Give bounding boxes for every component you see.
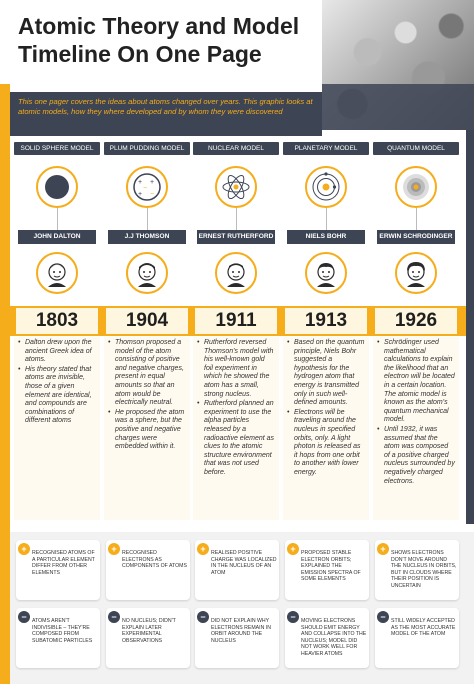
page-title	[18, 12, 318, 68]
negative-point-text: MOVING ELECTRONS SHOULD EMIT ENERGY AND COLLAPSE INTO THE NUCLEUS; MODEL DID NOT WORK WELL FOR HEAVIER ATOMS	[301, 618, 367, 657]
connector-line	[57, 208, 58, 230]
bullet-item: • Rutherford reversed Thomson's model with his well-known gold foil experiment in which he showed the atom has a small, strong nucleus.	[197, 339, 275, 399]
negative-point-card	[285, 608, 369, 668]
bullet-item: • His theory stated that atoms are invisible, those of a given element are identical, and compounds are combinations of different atoms	[18, 366, 96, 426]
scientist-portrait-icon	[215, 252, 257, 294]
model-label: NUCLEAR MODEL	[193, 142, 279, 155]
scientist-portrait-icon	[36, 252, 78, 294]
positive-point-card	[285, 540, 369, 600]
year-label: 1913	[285, 308, 367, 334]
year-label: 1904	[106, 308, 188, 334]
description-text	[104, 337, 190, 520]
description-text	[14, 337, 100, 520]
description-text	[193, 337, 279, 520]
negative-point-text: DID NOT EXPLAIN WHY ELECTRONS REMAIN IN ORBIT AROUND THE NUCLEUS	[211, 618, 271, 644]
connector-line	[326, 208, 327, 230]
description-text	[283, 337, 369, 520]
minus-icon: −	[197, 611, 209, 623]
positive-point-card	[375, 540, 459, 600]
negative-point-card	[106, 608, 190, 668]
negative-point-card	[195, 608, 279, 668]
model-label: PLANETARY MODEL	[283, 142, 369, 155]
positive-point-card	[106, 540, 190, 600]
title-line-2: Timeline On One Page	[18, 41, 262, 67]
plus-icon: +	[18, 543, 30, 555]
bullet-item: • Schrödinger used mathematical calculations to explain the likelihood that an electron will be located in a certain location. The atomic model is known as the atom's quantum mechanical model.	[377, 339, 455, 425]
minus-icon: −	[377, 611, 389, 623]
quantum-cloud-icon	[395, 166, 437, 208]
year-label: 1803	[16, 308, 98, 334]
bullet-item: • Based on the quantum principle, Niels Bohr suggested a hypothesis for the hydrogen atom that energy is transmitted only in such well-defined amounts.	[287, 339, 365, 408]
photo-overlay-block	[322, 84, 474, 130]
intro-text: This one pager covers the ideas about atoms changed over years. This graphic looks at atomic models, how they where developed and by whom they were discovered	[18, 97, 313, 116]
plus-icon: +	[377, 543, 389, 555]
svg-text:−: −	[150, 191, 155, 198]
connector-line	[416, 208, 417, 230]
scientist-portrait-icon	[305, 252, 347, 294]
plus-icon: +	[287, 543, 299, 555]
minus-icon: −	[287, 611, 299, 623]
year-label: 1926	[375, 308, 457, 334]
negative-point-card	[16, 608, 100, 668]
description-text	[373, 337, 459, 520]
planetary-atom-icon	[305, 166, 347, 208]
negative-point-card	[375, 608, 459, 668]
bullet-item: • Thomson proposed a model of the atom consisting of positive and negative charges, present in equal amounts so that an atom would be electrically neutral.	[108, 339, 186, 408]
scientist-name: ERWIN SCHRODINGER	[377, 230, 455, 244]
bullet-item: • Dalton drew upon the ancient Greek idea of atoms.	[18, 339, 96, 365]
scientist-name: NIELS BOHR	[287, 230, 365, 244]
bullet-item: • Until 1932, it was assumed that the atom was composed of a positive charged nucleus surrounded by negatively charged electrons.	[377, 426, 455, 486]
connector-line	[236, 208, 237, 230]
positive-point-text: REALISED POSITIVE CHARGE WAS LOCALIZED IN THE NUCLEUS OF AN ATOM	[211, 550, 277, 576]
model-label: SOLID SPHERE MODEL	[14, 142, 100, 155]
positive-point-card	[195, 540, 279, 600]
right-accent-bar	[466, 84, 474, 524]
plum-pudding-icon	[126, 166, 168, 208]
svg-text:+: +	[138, 191, 143, 198]
scientist-name: J.J THOMSON	[108, 230, 186, 244]
model-label: PLUM PUDDING MODEL	[104, 142, 190, 155]
title-line-1: Atomic Theory and Model	[18, 13, 300, 39]
plus-icon: +	[197, 543, 209, 555]
scientist-name: JOHN DALTON	[18, 230, 96, 244]
negative-point-text: ATOMS AREN'T INDIVISIBLE – THEY'RE COMPOSED FROM SUBATOMIC PARTICLES	[32, 618, 93, 644]
scientist-name: ERNEST RUTHERFORD	[197, 230, 275, 244]
positive-point-text: RECOGNISED ATOMS OF A PARTICULAR ELEMENT DIFFER FROM OTHER ELEMENTS	[32, 550, 95, 576]
positive-point-text: SHOWS ELECTRONS DON'T MOVE AROUND THE NUCLEUS IN ORBITS, BUT IN CLOUDS WHERE THEIR POSITION IS UNCERTAIN	[391, 550, 457, 589]
bullet-item: • Rutherford planned an experiment to use the alpha particles released by a radioactive element as clues to the atomic structure environment that was not used before.	[197, 400, 275, 477]
positive-point-card	[16, 540, 100, 600]
minus-icon: −	[18, 611, 30, 623]
minus-icon: −	[108, 611, 120, 623]
year-label: 1911	[195, 308, 277, 334]
scientist-portrait-icon	[395, 252, 437, 294]
solid-sphere-icon	[36, 166, 78, 208]
positive-point-text: RECOGNISED ELECTRONS AS COMPONENTS OF ATOMS	[122, 550, 187, 570]
svg-text:+: +	[150, 179, 155, 186]
svg-text:−: −	[143, 185, 148, 192]
bullet-item: • Electrons will be traveling around the nucleus in specified orbits, only. A light photon is released as it hops from one orbit to another with lower energy.	[287, 409, 365, 478]
nuclear-atom-icon	[215, 166, 257, 208]
connector-line	[147, 208, 148, 230]
model-label: QUANTUM MODEL	[373, 142, 459, 155]
left-accent-bar	[0, 84, 10, 684]
bullet-item: • He proposed the atom was a sphere, but the positive and negative charges were embedded within it.	[108, 409, 186, 452]
plus-icon: +	[108, 543, 120, 555]
svg-text:+: +	[138, 179, 143, 186]
positive-point-text: PROPOSED STABLE ELECTRON ORBITS; EXPLAINED THE EMISSION SPECTRA OF SOME ELEMENTS	[301, 550, 361, 583]
negative-point-text: NO NUCLEUS; DIDN'T EXPLAIN LATER EXPERIMENTAL OBSERVATIONS	[122, 618, 176, 644]
scientist-portrait-icon	[126, 252, 168, 294]
negative-point-text: STILL WIDELY ACCEPTED AS THE MOST ACCURATE MODEL OF THE ATOM	[391, 618, 456, 638]
